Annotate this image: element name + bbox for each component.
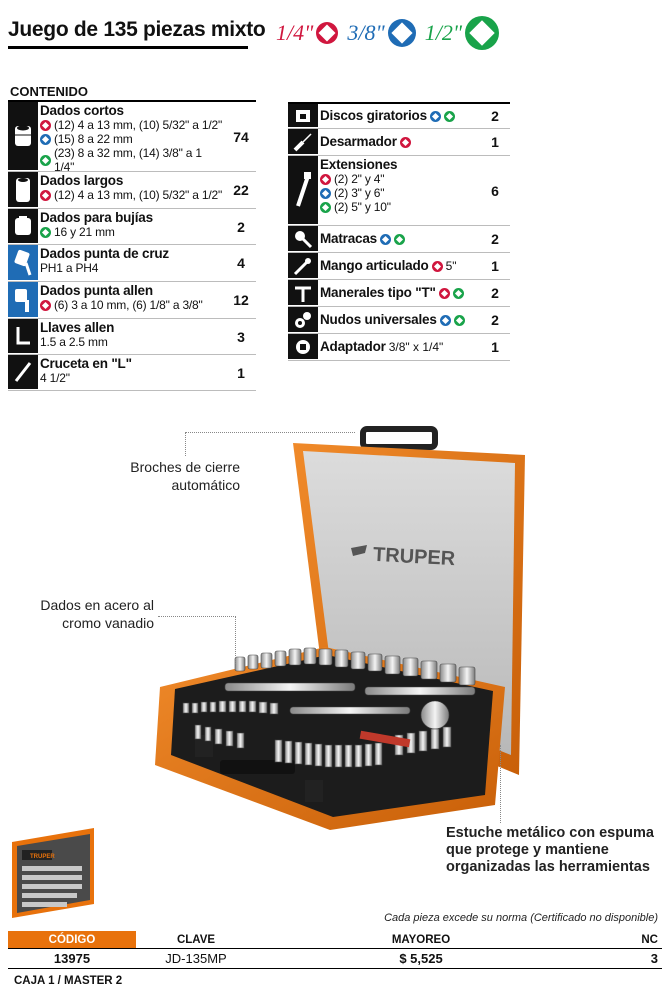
callout-sockets: Dados en acero al cromo vanadio [40,597,154,631]
ratchet-icon [288,226,318,252]
allen-key-icon [8,319,38,354]
drive-half [425,15,500,51]
blue-drive-icon [440,315,451,326]
spinner-disc-icon [288,104,318,128]
item-detail: (2) 5" y 10" [334,200,391,214]
item-quantity: 2 [491,231,499,247]
item-detail: (2) 2" y 4" [334,172,385,186]
green-drive-icon [444,111,455,122]
screwdriver-icon [288,129,318,155]
item-quantity: 2 [491,312,499,328]
item-quantity: 12 [233,292,249,308]
title-rule [8,46,248,49]
packaging-info: CAJA 1 / MASTER 2 [14,975,123,987]
red-drive-icon [432,261,443,272]
brand-text: TRUPER [372,543,456,571]
table-header [8,931,662,949]
long-socket-icon [8,172,38,208]
product-thumbnail [8,826,98,922]
contents-heading: CONTENIDO [10,84,88,99]
list-item [8,319,256,355]
item-quantity: 1 [491,339,499,355]
blue-drive-icon [380,234,391,245]
list-item [288,307,510,334]
item-name: Dados largos [40,173,124,188]
list-item [288,156,510,226]
drive-legend [276,16,500,50]
item-quantity: 3 [237,328,245,345]
price-table [8,931,662,969]
list-item [8,209,256,245]
item-name: Matracas [320,231,377,246]
item-name: Mango articulado [320,258,429,273]
blue-drive-icon [320,188,331,199]
callout-clasps: Broches de cierre automático [130,459,240,493]
green-drive-icon [320,202,331,213]
item-name: Discos giratorios [320,108,427,123]
short-socket-icon [8,102,38,171]
list-item [288,334,510,361]
callout-case: Estuche metálico con espuma que protege y mantiene organizadas las herramientas [446,825,654,875]
item-quantity: 2 [491,108,499,124]
green-drive-icon [40,227,51,238]
list-item [8,172,256,209]
item-name: Desarmador [320,134,397,149]
red-drive-icon [40,190,51,201]
universal-joint-icon [288,307,318,333]
item-detail: 5" [445,259,457,273]
column-nc: NC [641,933,658,946]
list-item [288,253,510,280]
red-drive-icon [320,174,331,185]
thumb-brand-text: TRUPER [30,854,55,860]
item-detail: (2) 3" y 6" [334,186,385,200]
callout-leader [158,616,236,664]
item-detail: PH1 a PH4 [40,261,99,275]
column-clave: CLAVE [176,933,216,946]
list-item [8,100,256,172]
drive-three-eighths-label: 3/8" [347,20,385,45]
item-quantity: 22 [233,182,249,198]
item-quantity: 1 [237,364,245,381]
item-detail: (6) 3 a 10 mm, (6) 1/8" a 3/8" [54,298,203,312]
l-wrench-icon [8,355,38,390]
list-item [288,129,510,156]
column-mayoreo: MAYOREO [391,933,451,946]
item-name: Nudos universales [320,312,437,327]
red-drive-icon [40,120,51,131]
item-name: Dados punta de cruz [40,246,169,261]
cell-codigo: 13975 [53,951,91,966]
blue-drive-icon [387,18,417,48]
drive-half-label: 1/2" [424,20,463,45]
drive-quarter [276,20,339,46]
item-detail: (12) 4 a 13 mm, (10) 5/32" a 1/2" [54,188,223,202]
cell-mayoreo: $ 5,525 [399,951,443,966]
item-quantity: 6 [491,182,499,199]
spark-plug-socket-icon [8,209,38,244]
red-drive-icon [439,288,450,299]
list-item [288,226,510,253]
table-row [8,949,662,969]
drive-quarter-label: 1/4" [276,20,314,45]
green-drive-icon [40,155,51,166]
list-item [288,280,510,307]
contents-table-right [288,102,510,361]
breaker-bar-icon [288,253,318,279]
red-drive-icon [400,137,411,148]
blue-drive-icon [430,111,441,122]
item-name: Extensiones [320,157,398,172]
adapter-icon [288,334,318,360]
green-drive-icon [453,288,464,299]
green-drive-icon [394,234,405,245]
cell-clave: JD-135MP [165,951,227,966]
green-drive-icon [464,15,500,51]
item-detail: 1.5 a 2.5 mm [40,335,108,349]
red-drive-icon [315,21,339,45]
allen-bit-socket-icon [8,282,38,318]
list-item [8,282,256,319]
item-name: Llaves allen [40,320,115,335]
header [8,10,668,50]
list-item [8,355,256,391]
item-name: Dados para bujías [40,210,153,225]
item-quantity: 1 [491,258,499,274]
item-name: Dados punta allen [40,283,153,298]
item-quantity: 2 [491,285,499,301]
item-detail: (15) 8 a 22 mm [54,132,133,146]
green-drive-icon [454,315,465,326]
red-drive-icon [40,300,51,311]
item-name: Cruceta en "L" [40,356,132,371]
phillips-bit-socket-icon [8,245,38,281]
item-quantity: 1 [491,134,499,150]
callout-leader [185,432,355,456]
blue-drive-icon [40,134,51,145]
item-quantity: 4 [237,255,245,271]
list-item [8,245,256,282]
item-quantity: 74 [233,128,249,145]
item-detail: 3/8" x 1/4" [388,340,444,354]
list-item [288,102,510,129]
contents-table-left [8,100,256,391]
certification-note: Cada pieza excede su norma (Certificado no disponible) [384,912,658,924]
callout-leader [500,745,501,823]
page-title: Juego de 135 piezas mixto [8,18,266,41]
item-quantity: 2 [237,218,245,235]
item-detail: 16 y 21 mm [54,225,115,239]
item-name: Adaptador [320,339,386,354]
item-detail: 4 1/2" [40,371,70,385]
extension-bar-icon [288,156,318,225]
drive-three-eighths [347,18,416,48]
column-codigo: CÓDIGO [8,931,136,948]
cell-nc: 3 [650,951,658,966]
item-name: Dados cortos [40,103,124,118]
item-detail: (23) 8 a 32 mm, (14) 3/8" a 1 1/4" [54,146,202,174]
item-name: Manerales tipo "T" [320,285,436,300]
t-handle-icon [288,280,318,306]
item-detail: (12) 4 a 13 mm, (10) 5/32" a 1/2" [54,118,223,132]
